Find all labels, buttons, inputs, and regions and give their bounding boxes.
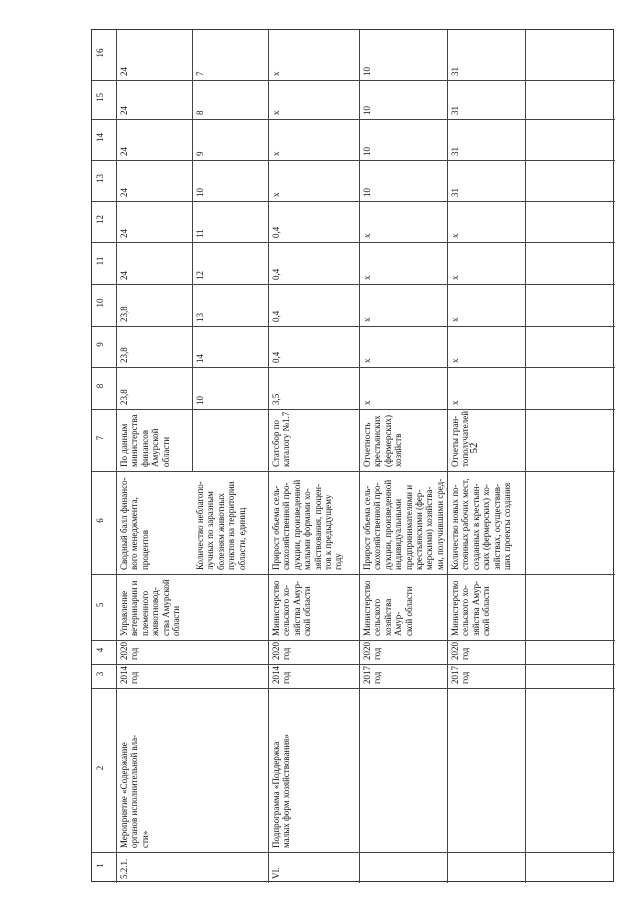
executor-cell xyxy=(359,574,447,640)
column-number-cell xyxy=(92,574,116,640)
measure-name: Мероприятие «Содержание органов исполнительной вла- сти» xyxy=(119,734,150,848)
data-source-cell xyxy=(447,409,525,471)
indicator-value: х xyxy=(450,275,460,280)
indicator-value: х xyxy=(450,358,460,363)
indicator-value: х xyxy=(450,317,460,322)
end-year: 2020 год xyxy=(450,642,471,660)
executor-cell xyxy=(447,574,525,640)
indicator-value-cell xyxy=(359,242,447,284)
data-source: По данным министерства финансов Амурской области xyxy=(119,414,171,467)
column-number-cell xyxy=(92,201,116,242)
data-source-cell xyxy=(268,409,359,471)
indicator-value: 24 xyxy=(119,147,129,156)
column-number-cell xyxy=(92,242,116,284)
column-number-cell xyxy=(92,160,116,201)
indicator-value: 3,5 xyxy=(271,393,281,405)
indicator-value: 31 xyxy=(450,106,460,115)
indicator-value: 31 xyxy=(450,147,460,156)
indicator-value-cell xyxy=(359,80,447,119)
indicator-value-cell xyxy=(192,326,268,367)
indicator-value: х xyxy=(450,400,460,405)
end-year-cell xyxy=(116,640,268,664)
end-year: 2020 год xyxy=(119,642,140,660)
indicator-value: х xyxy=(362,400,372,405)
indicator-value-cell xyxy=(359,326,447,367)
column-number: 2 xyxy=(95,765,105,771)
data-source: Отчеты гран- тополучателей xyxy=(450,410,471,467)
column-number: 4 xyxy=(95,647,105,653)
executor-cell xyxy=(116,574,268,640)
indicator-cell xyxy=(268,471,359,574)
indicator-value-cell xyxy=(268,119,359,160)
indicator-value: 24 xyxy=(119,271,129,280)
indicator-value-cell xyxy=(192,119,268,160)
indicator-value: 23,8 xyxy=(119,306,129,322)
indicator-value-cell xyxy=(268,284,359,326)
indicator-value: 8 xyxy=(195,110,205,115)
executor: Министерство сельского хо- зяйства Амур- ской области xyxy=(450,580,492,636)
column-number: 7 xyxy=(95,435,105,441)
indicator-value: х xyxy=(271,71,281,76)
row-number-cell xyxy=(116,852,268,883)
column-number: 16 xyxy=(95,48,105,58)
measure-name-cell xyxy=(116,688,268,852)
indicator: Прирост объема сель- скохозяйственной про- дукции, произведенной малыми формами хо- зяйствования, процен- тов к предыдущему году xyxy=(271,479,344,570)
indicator-value: 0,4 xyxy=(271,310,281,322)
indicator-value: 10 xyxy=(362,67,372,76)
indicator-value-cell xyxy=(116,284,192,326)
column-number: 8 xyxy=(95,383,105,389)
indicator-value-cell xyxy=(447,119,525,160)
indicator-value-cell xyxy=(268,80,359,119)
column-number-cell xyxy=(92,471,116,574)
indicator-value: 7 xyxy=(195,71,205,76)
end-year-cell xyxy=(268,640,359,664)
indicator-value-cell xyxy=(359,201,447,242)
indicator-value: х xyxy=(271,192,281,197)
indicator-value: 13 xyxy=(195,313,205,322)
start-year-cell xyxy=(359,664,447,688)
indicator-value: 10 xyxy=(362,147,372,156)
column-number: 9 xyxy=(95,342,105,347)
indicator-value: 0,4 xyxy=(271,226,281,238)
indicator-value: 10 xyxy=(195,188,205,197)
measure-name: Подпрограмма «Поддержка малых форм хозяйствования» xyxy=(271,734,292,848)
indicator-value-cell xyxy=(192,201,268,242)
indicator-value: х xyxy=(450,233,460,238)
column-number-cell xyxy=(92,852,116,883)
column-number-cell xyxy=(92,326,116,367)
indicator-value-cell xyxy=(192,30,268,80)
indicator-value: 24 xyxy=(119,67,129,76)
indicator-value-cell xyxy=(192,242,268,284)
indicator-value: 0,4 xyxy=(271,351,281,363)
indicator-value: 31 xyxy=(450,188,460,197)
row-separator xyxy=(525,30,526,883)
column-number-cell xyxy=(92,664,116,688)
indicator-value-cell xyxy=(268,30,359,80)
indicator-value: 24 xyxy=(119,188,129,197)
start-year-cell xyxy=(447,664,525,688)
end-year-cell xyxy=(447,640,525,664)
row-number: 5.2.1. xyxy=(119,858,129,879)
executor: Министерство сельского хо- зяйства Амур- ской области xyxy=(271,580,313,636)
indicator-value-cell xyxy=(359,284,447,326)
column-number: 5 xyxy=(95,602,105,608)
indicator-cell xyxy=(359,471,447,574)
start-year: 2014 год xyxy=(271,666,292,684)
column-number: 12 xyxy=(95,215,105,224)
indicator-value-cell xyxy=(447,30,525,80)
indicator-value-cell xyxy=(268,326,359,367)
indicator-value-cell xyxy=(447,242,525,284)
indicator-value: 24 xyxy=(119,106,129,115)
indicator: Количество новых по- стоянных рабочих мест, созданных в крестьян- ских (фермерских) хо- зяйствах, осуществив- ших проекты создания xyxy=(450,478,513,570)
column-number-cell xyxy=(92,284,116,326)
indicator-value: 23,8 xyxy=(119,389,129,405)
indicator-value: х xyxy=(271,151,281,156)
start-year: 2017 год xyxy=(450,666,471,684)
indicator-value-cell xyxy=(116,160,192,201)
measure-name-cell xyxy=(268,688,359,852)
indicator-value-cell xyxy=(268,242,359,284)
indicator-value-cell xyxy=(192,80,268,119)
indicator-value: х xyxy=(362,233,372,238)
executor-cell xyxy=(268,574,359,640)
indicator-cell xyxy=(447,471,525,574)
indicator: Сводный балл финансо- вого менеджмента, процентов xyxy=(119,477,150,570)
indicator-value: х xyxy=(362,275,372,280)
indicator-value: 31 xyxy=(450,67,460,76)
indicator-value-cell xyxy=(268,201,359,242)
page-number: 52 xyxy=(468,442,480,454)
executor: Министерство сельского хозяйства Амур- ской области xyxy=(362,580,414,636)
indicator-value-cell xyxy=(268,160,359,201)
indicator-value-cell xyxy=(268,367,359,409)
data-source-cell xyxy=(192,409,268,471)
data-source: Отчетность крестьянских (фермерских) хозяйств xyxy=(362,414,404,467)
indicator-value-cell xyxy=(447,160,525,201)
indicator-value-cell xyxy=(192,160,268,201)
indicator-value-cell xyxy=(192,284,268,326)
column-number-cell xyxy=(92,119,116,160)
indicator-value: 10 xyxy=(362,188,372,197)
indicator-value-cell xyxy=(447,284,525,326)
indicator-value: х xyxy=(362,358,372,363)
column-number-cell xyxy=(92,688,116,852)
start-year: 2017 год xyxy=(362,666,383,684)
data-table xyxy=(91,29,614,882)
indicator-cell xyxy=(192,471,268,574)
column-number: 3 xyxy=(95,671,105,677)
column-number-cell xyxy=(92,80,116,119)
indicator-value-cell xyxy=(116,30,192,80)
indicator-value: 12 xyxy=(195,271,205,280)
column-number: 14 xyxy=(95,133,105,142)
column-number: 15 xyxy=(95,93,105,102)
row-number-cell xyxy=(268,852,359,883)
indicator-value-cell xyxy=(116,367,192,409)
start-year: 2014 год xyxy=(119,666,140,684)
column-number: 13 xyxy=(95,174,105,183)
measure-name-cell xyxy=(447,688,525,852)
indicator-value: 11 xyxy=(195,229,205,238)
data-source: Статсбор по каталогу №1.7 xyxy=(271,411,292,467)
column-number-cell xyxy=(92,640,116,664)
end-year-cell xyxy=(359,640,447,664)
start-year-cell xyxy=(116,664,268,688)
executor: Управление ветеринарии и племенного животновод- ства Амурской области xyxy=(119,579,182,636)
indicator-value-cell xyxy=(116,119,192,160)
indicator: Количество неблагопо- лучных по заразным болезням животных пунктов на территории области, единиц xyxy=(195,481,247,570)
indicator-value: 0,4 xyxy=(271,268,281,280)
indicator-value: х xyxy=(362,317,372,322)
indicator-value: 10 xyxy=(362,106,372,115)
column-number-cell xyxy=(92,367,116,409)
column-number: 10 xyxy=(95,298,105,308)
indicator-value-cell xyxy=(359,30,447,80)
indicator-value-cell xyxy=(359,119,447,160)
indicator-value-cell xyxy=(192,367,268,409)
indicator: Прирост объема сель- скохозяйственной про- дукции, произведенной индивидуальными предпринимателями и крестьянскими (фер- мерскими) хозяйства- ми, получившими сред- xyxy=(362,478,445,570)
indicator-value-cell xyxy=(116,80,192,119)
indicator-value-cell xyxy=(359,367,447,409)
end-year: 2020 год xyxy=(271,642,292,660)
indicator-value: 23,8 xyxy=(119,347,129,363)
indicator-value: 24 xyxy=(119,229,129,238)
indicator-value: 14 xyxy=(195,354,205,363)
data-source-cell xyxy=(116,409,192,471)
indicator-value-cell xyxy=(447,326,525,367)
column-number-cell xyxy=(92,30,116,80)
row-number-cell xyxy=(359,852,447,883)
end-year: 2020 год xyxy=(362,642,383,660)
indicator-value-cell xyxy=(447,367,525,409)
row-number-cell xyxy=(447,852,525,883)
indicator-value-cell xyxy=(359,160,447,201)
row-number: VI. xyxy=(271,867,281,879)
column-number-cell xyxy=(92,409,116,471)
indicator-value-cell xyxy=(116,326,192,367)
measure-name-cell xyxy=(359,688,447,852)
indicator-value: х xyxy=(271,110,281,115)
indicator-value: 9 xyxy=(195,151,205,156)
indicator-value-cell xyxy=(447,80,525,119)
data-source-cell xyxy=(359,409,447,471)
column-number: 1 xyxy=(95,863,105,868)
indicator-value-cell xyxy=(116,201,192,242)
indicator-value: 10 xyxy=(195,396,205,405)
column-number: 6 xyxy=(95,518,105,523)
indicator-value-cell xyxy=(116,242,192,284)
indicator-cell xyxy=(116,471,192,574)
indicator-value-cell xyxy=(447,201,525,242)
start-year-cell xyxy=(268,664,359,688)
column-number: 11 xyxy=(95,256,105,266)
